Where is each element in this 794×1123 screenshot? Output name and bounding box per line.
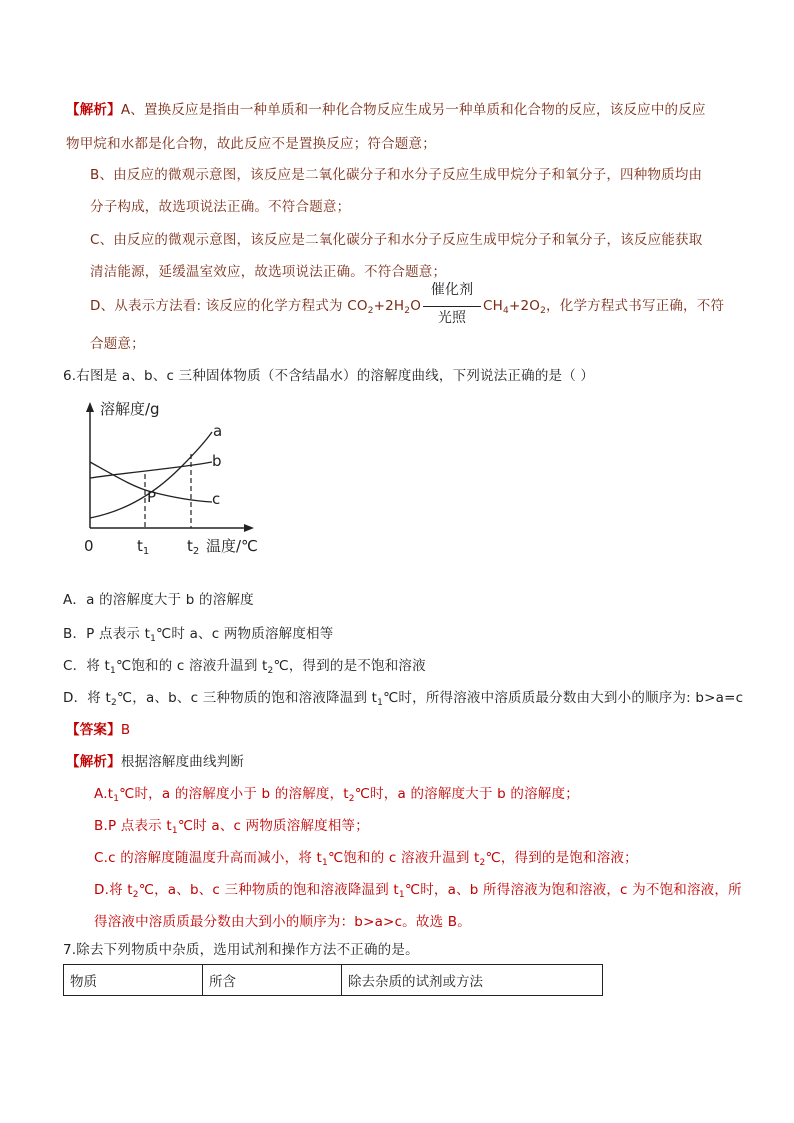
question-7-table <box>63 964 603 996</box>
analysis-d-line-1: D、从表示方法看: 该反应的化学方程式为 $CO_2+2H_2O$ $\frac{\text{催化剂}}{\text{光照}}$ $CH_4+2O_2$，化学方程式书写正确，不符 <box>90 282 725 326</box>
answer-line <box>66 720 130 740</box>
analysis-6-c: C.c 的溶解度随温度升高而减小，将 $t_1℃$饱和的 c 溶液升温到 $t_2℃$，得到的是饱和溶液； <box>94 850 638 868</box>
curve-c-label: c <box>212 490 221 508</box>
light-label: 光照 <box>437 310 467 326</box>
analysis-c-line-1: C、由反应的微观示意图，该反应是二氧化碳分子和水分子反应生成甲烷分子和氧分子，该反应能获取 <box>90 232 703 248</box>
x-axis-label: 温度/℃ <box>206 537 258 555</box>
analysis-a-line-2: 物甲烷和水都是化合物，故此反应不是置换反应；符合题意； <box>66 136 436 152</box>
analysis-6-d-line-1: D.将 $t_2℃$，a、b、c 三种物质的饱和溶液降温到 $t_1℃$时，a、b 所得溶液为饱和溶液，c 为不饱和溶液，所 <box>94 882 742 900</box>
question-7-stem: 7.除去下列物质中杂质，选用试剂和操作方法不正确的是。 <box>63 942 419 958</box>
table-header-cell: 除去杂质的试剂或方法 <box>342 965 603 996</box>
analysis-6-b: B.P 点表示 $t_1℃$时 a、c 两物质溶解度相等； <box>94 818 369 836</box>
analysis-tag: 【解析】 <box>66 102 121 118</box>
solubility-curve-chart <box>80 398 270 563</box>
y-axis-label: 溶解度/g <box>100 400 160 418</box>
option-d: D．将 $t_2℃$，a、b、c 三种物质的饱和溶液降温到 $t_1℃$时，所得溶液中溶质质最分数由大到小的顺序为: b>a=c <box>63 690 744 708</box>
analysis-a-line-1 <box>66 100 706 120</box>
curve-a-label: a <box>213 422 223 440</box>
question-6-stem: 6.右图是 a、b、c 三种固体物质（不含结晶水）的溶解度曲线，下列说法正确的是（ ） <box>63 368 595 384</box>
analysis-c-line-2: 清洁能源，延缓温室效应，故选项说法正确。不符合题意； <box>90 264 447 280</box>
option-c: C．将 $t_1℃$饱和的 c 溶液升温到 $t_2℃$，得到的是不饱和溶液 <box>63 658 426 676</box>
table-header-cell: 所含 <box>203 965 342 996</box>
curve-b-label: b <box>212 452 222 470</box>
analysis-6-a: $A.t_1℃$时，a 的溶解度小于 b 的溶解度，$t_2℃$时，a 的溶解度大于 b 的溶解度； <box>94 786 579 804</box>
reaction-arrow-line <box>423 306 481 307</box>
t2-tick-label: $t_2$ <box>187 537 200 557</box>
reaction-condition <box>423 282 481 326</box>
analysis-6-tag: 【解析】 <box>66 754 121 770</box>
analysis-6-head: 【解析】根据溶解度曲线判断 <box>66 754 245 770</box>
catalyst-label: 催化剂 <box>430 282 474 298</box>
analysis-b-line-2: 分子构成，故选项说法正确。不符合题意； <box>90 199 351 215</box>
x-axis-arrow <box>244 524 254 532</box>
analysis-6-d-line-2: 得溶液中溶质质最分数由大到小的顺序为：b>a>c。故选 B。 <box>94 914 471 930</box>
answer-tag: 【答案】 <box>66 722 121 738</box>
origin-label: 0 <box>84 537 94 555</box>
analysis-b-line-1: B、由反应的微观示意图，该反应是二氧化碳分子和水分子反应生成甲烷分子和氧分子，四种物质均由 <box>90 167 703 183</box>
answer-value: B <box>120 722 131 738</box>
point-p-label: P <box>147 488 157 506</box>
option-a: A．a 的溶解度大于 b 的溶解度 <box>63 592 254 608</box>
y-axis-arrow <box>86 402 94 412</box>
curve-b <box>90 462 212 478</box>
table-row <box>64 965 603 996</box>
option-b: B．P 点表示 $t_1℃$时 a、c 两物质溶解度相等 <box>63 626 334 644</box>
table-header-cell: 物质 <box>64 965 203 996</box>
t1-tick-label: $t_1$ <box>137 537 150 557</box>
analysis-d-line-2: 合题意； <box>90 336 145 352</box>
analysis-a-text: A、置换反应是指由一种单质和一种化合物反应生成另一种单质和化合物的反应，该反应中的反应 <box>120 102 706 118</box>
